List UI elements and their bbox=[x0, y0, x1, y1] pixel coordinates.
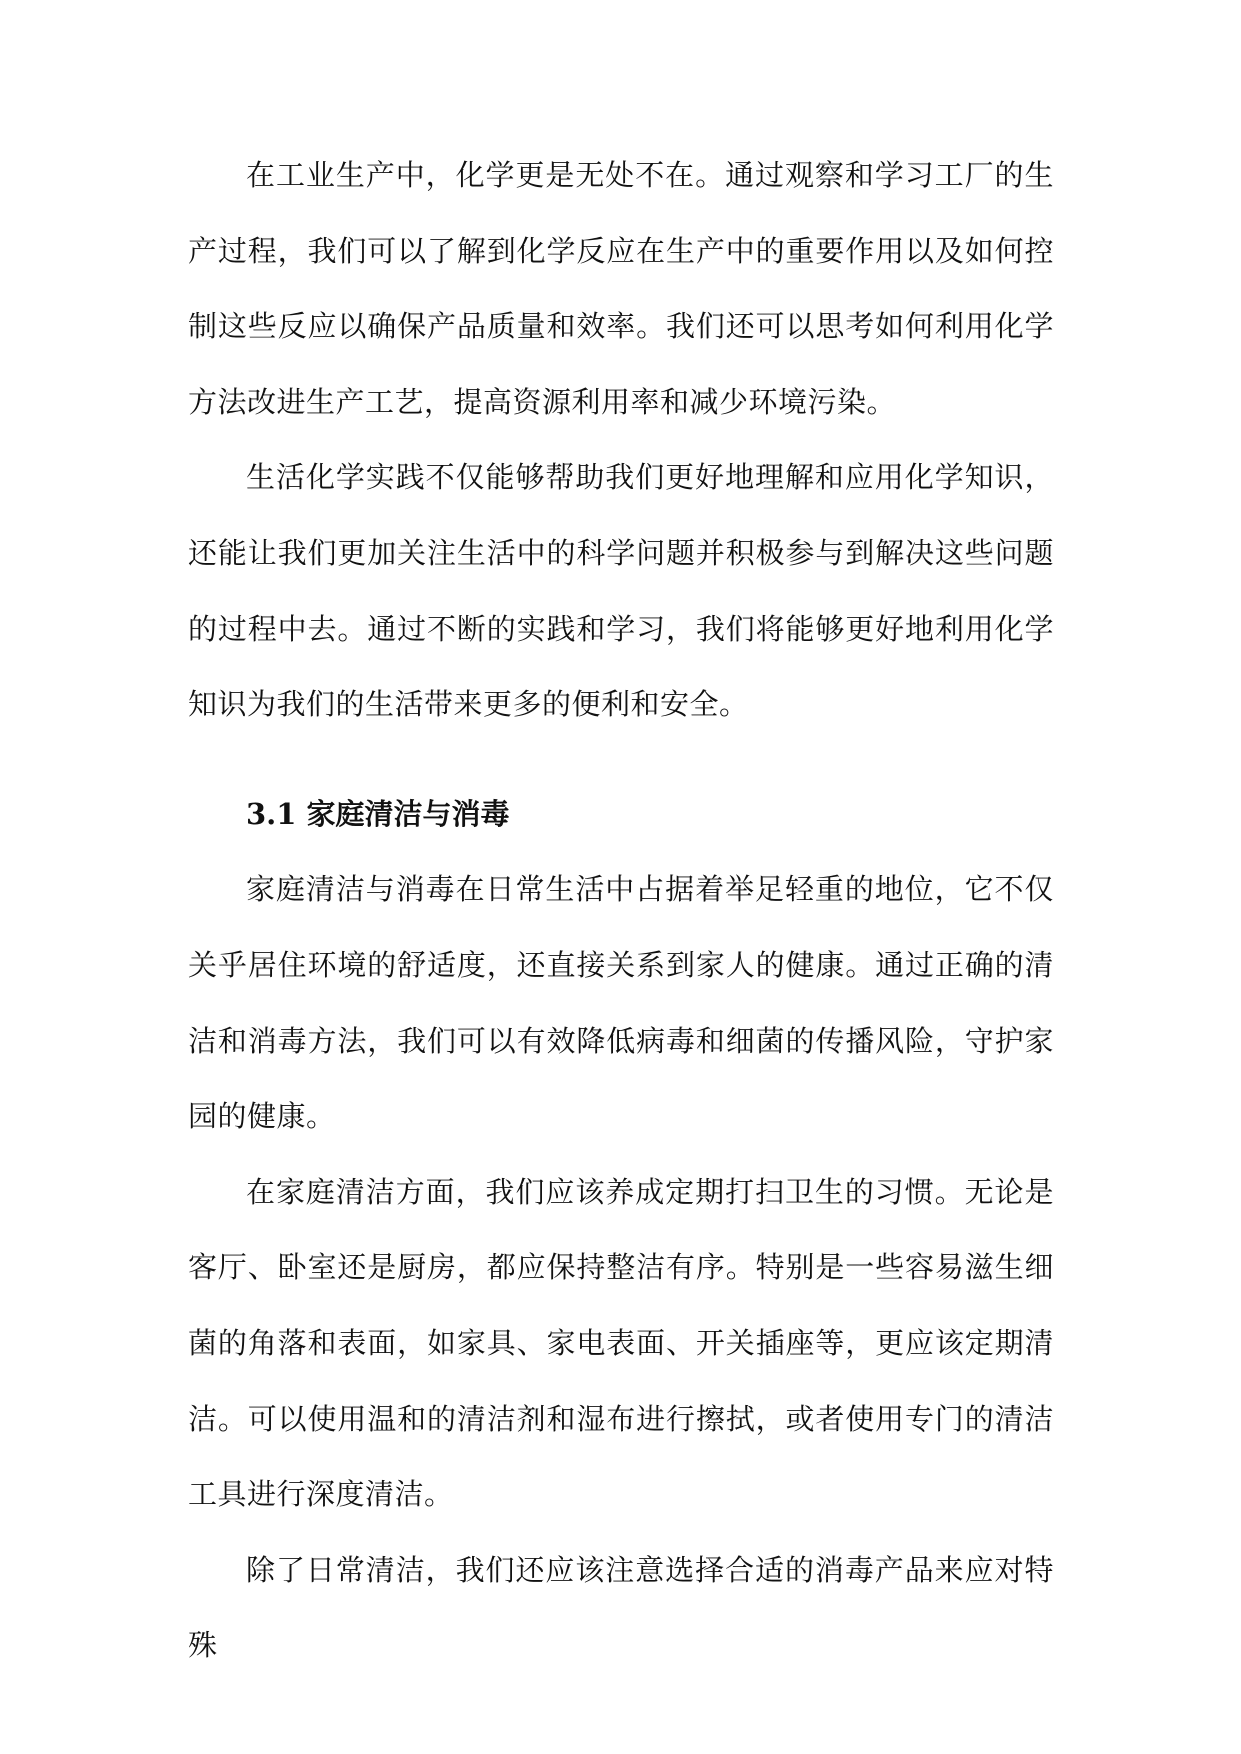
document-body bbox=[188, 138, 1054, 1684]
section-heading: 3.1 家庭清洁与消毒 bbox=[246, 796, 510, 831]
paragraph-life-chemistry-practice: 生活化学实践不仅能够帮助我们更好地理解和应用化学知识，还能让我们更加关注生活中的科学问题并积极参与到解决这些问题的过程中去。通过不断的实践和学习，我们将能够更好地利用化学知识为我们的生活带来更多的便利和安全。 bbox=[188, 460, 1054, 722]
paragraph-industrial-chemistry: 在工业生产中，化学更是无处不在。通过观察和学习工厂的生产过程，我们可以了解到化学反应在生产中的重要作用以及如何控制这些反应以确保产品质量和效率。我们还可以思考如何利用化学方法改进生产工艺，提高资源利用率和减少环境污染。 bbox=[188, 158, 1054, 419]
spacer bbox=[188, 743, 1054, 777]
paragraph-cleaning-importance: 家庭清洁与消毒在日常生活中占据着举足轻重的地位，它不仅关乎居住环境的舒适度，还直接关系到家人的健康。通过正确的清洁和消毒方法，我们可以有效降低病毒和细菌的传播风险，守护家园的健康。 bbox=[188, 872, 1054, 1134]
paragraph-cleaning-habits: 在家庭清洁方面，我们应该养成定期打扫卫生的习惯。无论是客厅、卧室还是厨房，都应保持整洁有序。特别是一些容易滋生细菌的角落和表面，如家具、家电表面、开关插座等，更应该定期清洁。可以使用温和的清洁剂和湿布进行擦拭，或者使用专门的清洁工具进行深度清洁。 bbox=[188, 1174, 1054, 1512]
paragraph-disinfection-products: 除了日常清洁，我们还应该注意选择合适的消毒产品来应对特殊 bbox=[188, 1552, 1054, 1663]
